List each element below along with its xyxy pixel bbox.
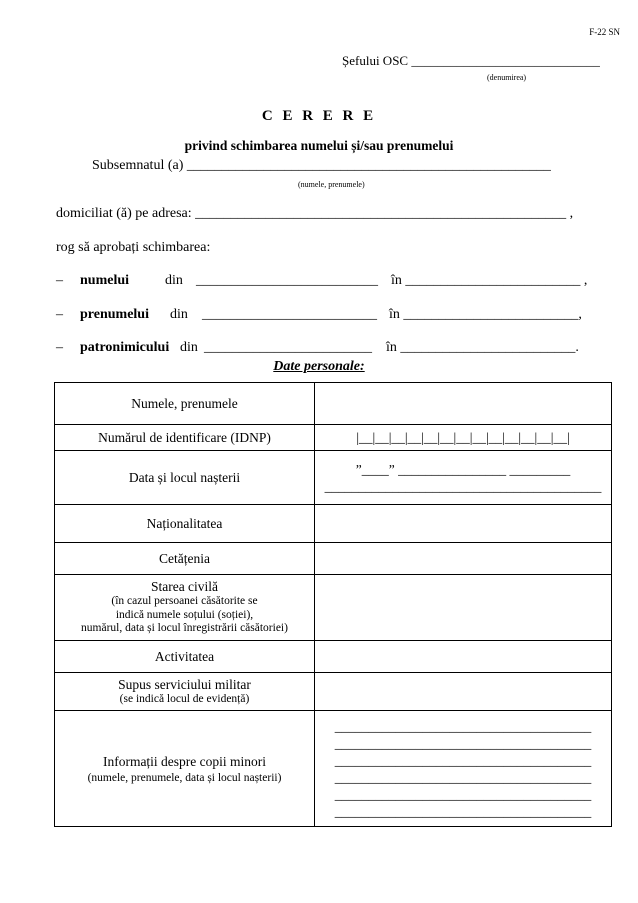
citizenship-value [315,543,612,575]
military-note: (se indică locul de evidență) [119,693,250,706]
nationality-label: Naționalitatea [55,505,315,543]
name-din: din [165,273,183,288]
activity-value [315,641,612,673]
patronymic-to-field: în _________________________. [386,340,579,355]
undersigned-hint: (numele, prenumele) [298,180,365,189]
request-line: rog să aprobați schimbarea: [56,240,211,255]
patronymic-from-field: ________________________ [204,340,372,355]
children-note: (numele, prenumele, data și locul nașterii) [87,771,282,784]
addressee-hint: (denumirea) [487,73,527,82]
citizenship-label: Cetățenia [55,543,315,575]
dash-firstname: – [56,307,63,322]
table-row [55,575,612,641]
name-label: Numele, prenumele [55,383,315,425]
birth-value [315,451,612,505]
table-row [55,543,612,575]
children-line: ______________________________________ [334,752,592,768]
name-from-field: __________________________ [196,273,378,288]
children-line: ______________________________________ [334,735,592,751]
name-value [315,383,612,425]
activity-label: Activitatea [55,641,315,673]
children-label [55,711,315,827]
military-value [315,673,612,711]
firstname-din: din [170,307,188,322]
birth-place-line: _________________________________________ [324,478,602,494]
children-line: ______________________________________ [334,786,592,802]
civil-status-note-2: indică numele soțului (soției), [115,608,254,621]
dash-name: – [56,273,63,288]
addressee-line: Șefului OSC _____________________________ [342,53,600,68]
firstname-to-field: în _________________________, [389,307,582,322]
dash-patronymic: – [56,340,63,355]
children-line: ______________________________________ [334,718,592,734]
table-row [55,505,612,543]
personal-data-table [54,382,612,827]
patronymic-din: din [180,340,198,355]
firstname-change-label: prenumelui [80,307,149,322]
civil-status-title: Starea civilă [150,578,219,594]
birth-label: Data și locul nașterii [55,451,315,505]
military-label [55,673,315,711]
idnp-label: Numărul de identificare (IDNP) [55,425,315,451]
nationality-value [315,505,612,543]
personal-data-heading: Date personale: [273,359,365,374]
children-line: ______________________________________ [334,769,592,785]
form-code: F-22 SN [589,27,620,37]
birth-date-line: ”____” ________________ _________ [355,461,571,477]
name-change-label: numelui [80,273,130,288]
firstname-from-field: _________________________ [202,307,377,322]
idnp-boxes: |__|__|__|__|__|__|__|__|__|__|__|__|__| [315,425,612,451]
patronymic-change-label: patronimicului [80,340,170,355]
civil-status-note-3: numărul, data și locul înregistrării căsătoriei) [81,622,288,635]
undersigned-line: Subsemnatul (a) ____________________________________________________ [92,158,551,173]
children-line: ______________________________________ [334,803,592,819]
name-to-field: în _________________________ , [391,273,588,288]
table-row [55,641,612,673]
table-row [55,673,612,711]
table-row [55,451,612,505]
children-value [315,711,612,827]
document-title: C E R E R E [261,108,377,124]
table-row [55,425,612,451]
table-row [55,711,612,827]
document-subtitle: privind schimbarea numelui și/sau prenumelui [184,138,454,153]
military-title: Supus serviciului militar [118,677,251,693]
address-line: domiciliat (ă) pe adresa: _____________________________________________________ , [56,206,574,221]
children-title: Informații despre copii minori [102,753,267,769]
civil-status-label [55,575,315,641]
civil-status-value [315,575,612,641]
table-row [55,383,612,425]
civil-status-note-1: (în cazul persoanei căsătorite se [111,594,258,607]
